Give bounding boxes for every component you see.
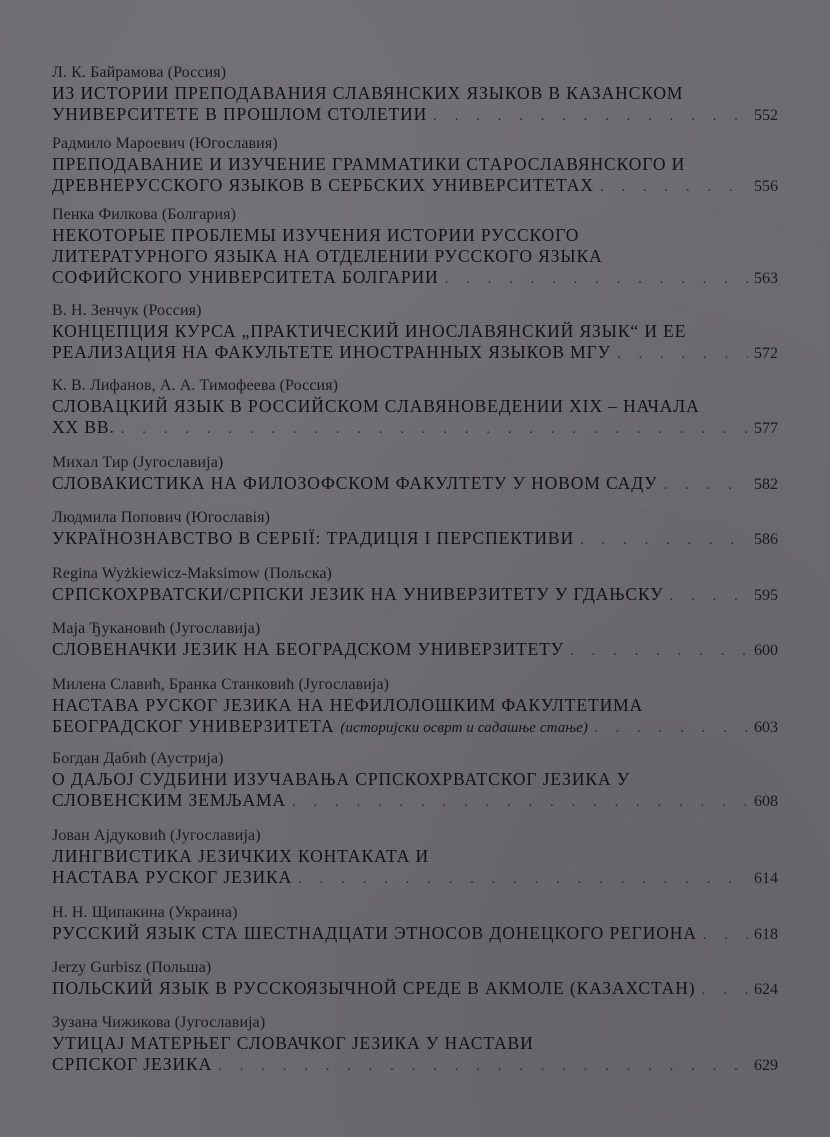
entry-title-line: НЕКОТОРЫЕ ПРОБЛЕМЫ ИЗУЧЕНИЯ ИСТОРИИ РУССКОГО [52, 225, 580, 245]
dot-leader [570, 641, 748, 660]
toc-entry [52, 564, 778, 605]
entry-subtitle: (историјски осврт и садашње стање) [340, 720, 588, 736]
page-number: 600 [754, 642, 778, 659]
toc-entry [52, 749, 778, 811]
entry-title-text: УНИВЕРСИТЕТЕ В ПРОШЛОМ СТОЛЕТИИ [52, 104, 428, 124]
entry-title-last-line [52, 175, 778, 196]
entry-title-text: СРПСКОХРВАТСКИ/СРПСКИ ЈЕЗИК НА УНИВЕРЗИТЕТУ У ГДАЊСКУ [52, 584, 664, 604]
toc-entry [52, 1013, 778, 1075]
entry-author: Л. К. Байрамова (Россия) [52, 64, 227, 81]
entry-title-line: ИЗ ИСТОРИИ ПРЕПОДАВАНИЯ СЛАВЯНСКИХ ЯЗЫКОВ В КАЗАНСКОМ [52, 83, 684, 103]
entry-title-text: РЕАЛИЗАЦИЯ НА ФАКУЛЬТЕТЕ ИНОСТРАННЫХ ЯЗЫКОВ МГУ [52, 342, 611, 362]
entry-author: В. Н. Зенчук (Россия) [52, 302, 202, 319]
entry-author: Радмило Мароевич (Югославия) [52, 135, 278, 152]
toc-entry [52, 619, 778, 660]
entry-title-last-line [52, 104, 778, 125]
toc-entry [52, 675, 778, 737]
entry-author: Людмила Попович (Югославія) [52, 509, 271, 526]
entry-title-text: УКРАЇНОЗНАВСТВО В СЕРБІЇ: ТРАДИЦІЯ І ПЕРСПЕКТИВИ [52, 528, 575, 548]
dot-leader [703, 925, 748, 944]
toc-entry [52, 134, 778, 196]
dot-leader [617, 344, 748, 363]
entry-title-last-line [52, 267, 778, 288]
page-number: 618 [754, 926, 778, 943]
entry-title-text: СРПСКОГ ЈЕЗИКА [52, 1054, 213, 1074]
entry-title-last-line [52, 528, 778, 549]
dot-leader [292, 792, 748, 811]
entry-title-text: СОФИЙСКОГО УНИВЕРСИТЕТА БОЛГАРИИ [52, 267, 439, 287]
dot-leader [445, 269, 748, 288]
entry-author: Маја Ђукановић (Југославија) [52, 620, 261, 637]
page-number: 624 [754, 981, 778, 998]
entry-author: Јован Ајдуковић (Југославија) [52, 827, 261, 844]
dot-leader [594, 718, 748, 737]
entry-title-text: ДРЕВНЕРУССКОГО ЯЗЫКОВ В СЕРБСКИХ УНИВЕРСИТЕТАХ [52, 175, 594, 195]
entry-title-last-line [52, 716, 778, 737]
entry-title-text: НАСТАВА РУСКОГ ЈЕЗИКА [52, 867, 293, 887]
entry-title-line: ПРЕПОДАВАНИЕ И ИЗУЧЕНИЕ ГРАММАТИКИ СТАРОСЛАВЯНСКОГО И [52, 154, 686, 174]
dot-leader [121, 419, 748, 438]
dot-leader [433, 106, 748, 125]
entry-title-text: СЛОВАКИСТИКА НА ФИЛОЗОФСКОМ ФАКУЛТЕТУ У НОВОМ САДУ [52, 473, 658, 493]
dot-leader [298, 869, 748, 888]
entry-title-text: СЛОВЕНСКИМ ЗЕМЉАМА [52, 790, 286, 810]
dot-leader [218, 1056, 748, 1075]
toc-entry [52, 453, 778, 494]
page-number: 582 [754, 476, 778, 493]
page-number: 552 [754, 107, 778, 124]
entry-author: Jerzy Gurbisz (Польша) [52, 959, 212, 976]
entry-title-last-line [52, 342, 778, 363]
dot-leader [670, 586, 749, 605]
entry-title-last-line [52, 639, 778, 660]
page-number: 608 [754, 793, 778, 810]
entry-title-last-line [52, 978, 778, 999]
entry-title-line: КОНЦЕПЦИЯ КУРСА „ПРАКТИЧЕСКИЙ ИНОСЛАВЯНСКИЙ ЯЗЫК“ И ЕЕ [52, 321, 687, 341]
page-number: 586 [754, 531, 778, 548]
entry-title-line: ЛИТЕРАТУРНОГО ЯЗЫКА НА ОТДЕЛЕНИИ РУССКОГО ЯЗЫКА [52, 246, 603, 266]
page-number: 629 [754, 1057, 778, 1074]
entry-title-last-line [52, 473, 778, 494]
toc-entry [52, 508, 778, 549]
toc-entry [52, 903, 778, 944]
toc-entry [52, 958, 778, 999]
entry-title-line: О ДАЉОЈ СУДБИНИ ИЗУЧАВАЊА СРПСКОХРВАТСКОГ ЈЕЗИКА У [52, 769, 631, 789]
entry-title-last-line [52, 790, 778, 811]
dot-leader [580, 530, 748, 549]
page-number: 556 [754, 178, 778, 195]
entry-title-last-line [52, 1054, 778, 1075]
entry-title-text: СЛОВЕНАЧКИ ЈЕЗИК НА БЕОГРАДСКОМ УНИВЕРЗИТЕТУ [52, 639, 565, 659]
toc-entry [52, 301, 778, 363]
page-number: 595 [754, 587, 778, 604]
entry-title-text: БЕОГРАДСКОГ УНИВЕРЗИТЕТА [52, 716, 335, 736]
entry-author: Зузана Чижикова (Југославија) [52, 1014, 266, 1031]
entry-author: К. В. Лифанов, А. А. Тимофеева (Россия) [52, 377, 339, 394]
dot-leader [664, 475, 748, 494]
entry-title-text: XX ВВ. [52, 417, 115, 437]
entry-title-text: РУССКИЙ ЯЗЫК СТА ШЕСТНАДЦАТИ ЭТНОСОВ ДОНЕЦКОГО РЕГИОНА [52, 923, 697, 943]
page-number: 614 [754, 870, 778, 887]
page-number: 563 [754, 270, 778, 287]
entry-author: Н. Н. Щипакина (Украина) [52, 904, 238, 921]
entry-title-text: ПОЛЬСКИЙ ЯЗЫК В РУССКОЯЗЫЧНОЙ СРЕДЕ В АКМОЛЕ (КАЗАХСТАН) [52, 978, 696, 998]
toc-entry [52, 205, 778, 288]
entry-author: Михал Тир (Југославија) [52, 454, 224, 471]
page-number: 577 [754, 420, 778, 437]
page-number: 572 [754, 345, 778, 362]
dot-leader [600, 177, 748, 196]
entry-title-line: СЛОВАЦКИЙ ЯЗЫК В РОССИЙСКОМ СЛАВЯНОВЕДЕНИИ XIX – НАЧАЛА [52, 396, 700, 416]
entry-title-last-line [52, 417, 778, 438]
entry-title-last-line [52, 923, 778, 944]
toc-entry [52, 63, 778, 125]
entry-author: Пенка Филкова (Болгария) [52, 206, 237, 223]
dot-leader [701, 980, 748, 999]
entry-title-last-line [52, 584, 778, 605]
toc-entry [52, 376, 778, 438]
entry-author: Милена Славић, Бранка Станковић (Југославија) [52, 676, 390, 693]
entry-title-line: ЛИНГВИСТИКА ЈЕЗИЧКИХ КОНТАКАТА И [52, 846, 430, 866]
entry-title-line: НАСТАВА РУСКОГ ЈЕЗИКА НА НЕФИЛОЛОШКИМ ФАКУЛТЕТИМА [52, 695, 644, 715]
entry-title-line: УТИЦАЈ МАТЕРЊЕГ СЛОВАЧКОГ ЈЕЗИКА У НАСТАВИ [52, 1033, 534, 1053]
entry-title-last-line [52, 867, 778, 888]
entry-author: Regina Wyżkiewicz-Maksimow (Польска) [52, 565, 332, 582]
page-number: 603 [754, 719, 778, 736]
entry-author: Богдан Дабић (Аустрија) [52, 750, 224, 767]
toc-entry [52, 826, 778, 888]
